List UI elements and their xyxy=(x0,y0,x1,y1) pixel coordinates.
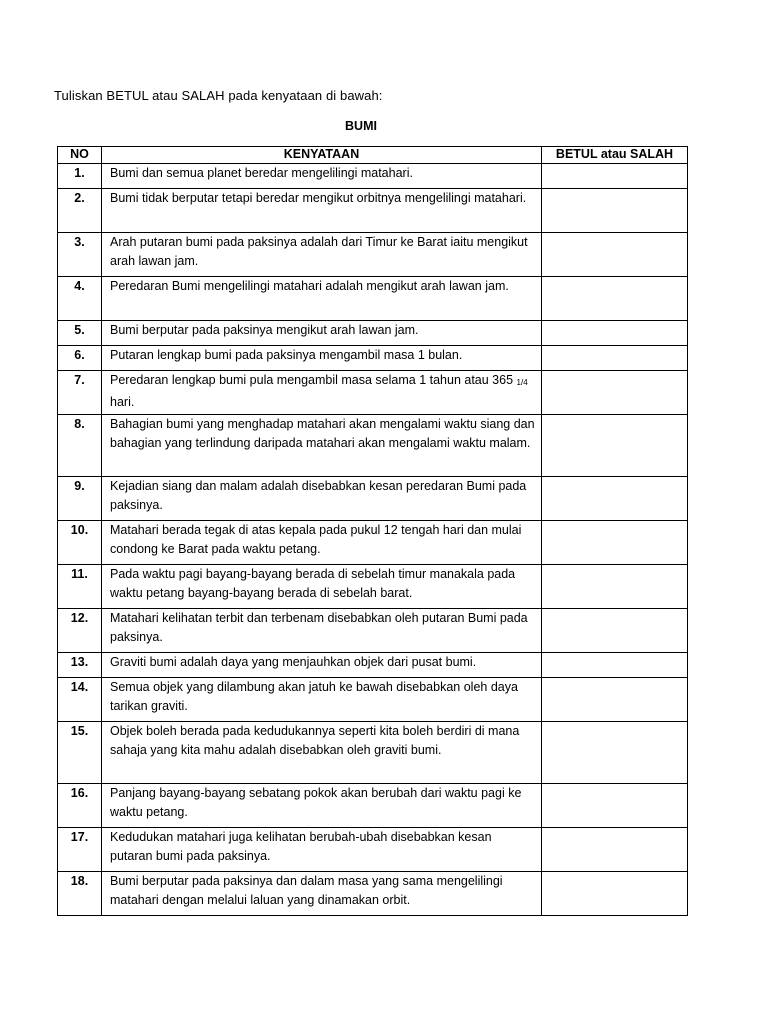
row-number: 18. xyxy=(58,872,102,916)
row-statement xyxy=(102,371,542,415)
answer-cell[interactable] xyxy=(542,565,688,609)
table-row xyxy=(58,371,688,415)
answer-cell[interactable] xyxy=(542,653,688,678)
header-answer: BETUL atau SALAH xyxy=(542,147,688,164)
row-number: 6. xyxy=(58,346,102,371)
row-number: 8. xyxy=(58,415,102,477)
row-statement: Arah putaran bumi pada paksinya adalah dari Timur ke Barat iaitu mengikut arah lawan jam. xyxy=(102,233,542,277)
statement-text: Peredaran lengkap bumi pula mengambil masa selama 1 tahun atau 365 xyxy=(110,373,517,387)
table-row xyxy=(58,609,688,653)
answer-cell[interactable] xyxy=(542,415,688,477)
statement-text-end: hari. xyxy=(110,394,135,409)
answer-cell[interactable] xyxy=(542,609,688,653)
row-statement: Matahari berada tegak di atas kepala pada pukul 12 tengah hari dan mulai condong ke Barat pada waktu petang. xyxy=(102,521,542,565)
table-row xyxy=(58,784,688,828)
fraction-quarter: 1/4 xyxy=(516,378,528,387)
row-number: 16. xyxy=(58,784,102,828)
answer-cell[interactable] xyxy=(542,189,688,233)
row-statement: Semua objek yang dilambung akan jatuh ke bawah disebabkan oleh daya tarikan graviti. xyxy=(102,678,542,722)
answer-cell[interactable] xyxy=(542,164,688,189)
answer-cell[interactable] xyxy=(542,722,688,784)
answer-cell[interactable] xyxy=(542,828,688,872)
instruction-text: Tuliskan BETUL atau SALAH pada kenyataan di bawah: xyxy=(54,88,383,103)
table-row xyxy=(58,415,688,477)
answer-cell[interactable] xyxy=(542,233,688,277)
table-row xyxy=(58,521,688,565)
statements-table xyxy=(57,146,688,916)
answer-cell[interactable] xyxy=(542,678,688,722)
row-statement: Bumi berputar pada paksinya dan dalam masa yang sama mengelilingi matahari dengan melalui laluan yang dinamakan orbit. xyxy=(102,872,542,916)
row-number: 3. xyxy=(58,233,102,277)
row-statement: Bumi tidak berputar tetapi beredar mengikut orbitnya mengelilingi matahari. xyxy=(102,189,542,233)
answer-cell[interactable] xyxy=(542,521,688,565)
row-statement: Pada waktu pagi bayang-bayang berada di sebelah timur manakala pada waktu petang bayang-bayang berada di sebelah barat. xyxy=(102,565,542,609)
row-statement: Kejadian siang dan malam adalah disebabkan kesan peredaran Bumi pada paksinya. xyxy=(102,477,542,521)
row-statement: Panjang bayang-bayang sebatang pokok akan berubah dari waktu pagi ke waktu petang. xyxy=(102,784,542,828)
table-row xyxy=(58,233,688,277)
table-row xyxy=(58,678,688,722)
table-header-row xyxy=(58,147,688,164)
header-statement: KENYATAAN xyxy=(102,147,542,164)
row-number: 14. xyxy=(58,678,102,722)
row-number: 4. xyxy=(58,277,102,321)
answer-cell[interactable] xyxy=(542,321,688,346)
table-row xyxy=(58,477,688,521)
row-number: 13. xyxy=(58,653,102,678)
answer-cell[interactable] xyxy=(542,277,688,321)
row-statement: Kedudukan matahari juga kelihatan berubah-ubah disebabkan kesan putaran bumi pada paksinya. xyxy=(102,828,542,872)
answer-cell[interactable] xyxy=(542,477,688,521)
row-statement: Objek boleh berada pada kedudukannya seperti kita boleh berdiri di mana sahaja yang kita mahu adalah disebabkan oleh graviti bumi. xyxy=(102,722,542,784)
row-number: 11. xyxy=(58,565,102,609)
table-row xyxy=(58,828,688,872)
row-number: 15. xyxy=(58,722,102,784)
table-row xyxy=(58,722,688,784)
answer-cell[interactable] xyxy=(542,784,688,828)
table-row xyxy=(58,872,688,916)
table-row xyxy=(58,346,688,371)
row-number: 5. xyxy=(58,321,102,346)
worksheet-title-text: BUMI xyxy=(345,119,377,133)
table-row xyxy=(58,189,688,233)
answer-cell[interactable] xyxy=(542,371,688,415)
row-statement: Matahari kelihatan terbit dan terbenam disebabkan oleh putaran Bumi pada paksinya. xyxy=(102,609,542,653)
row-number: 9. xyxy=(58,477,102,521)
row-number: 7. xyxy=(58,371,102,415)
row-statement: Graviti bumi adalah daya yang menjauhkan objek dari pusat bumi. xyxy=(102,653,542,678)
table-row xyxy=(58,653,688,678)
header-no: NO xyxy=(58,147,102,164)
table-row xyxy=(58,321,688,346)
row-statement: Bahagian bumi yang menghadap matahari akan mengalami waktu siang dan bahagian yang terlindung daripada matahari akan mengalami waktu malam. xyxy=(102,415,542,477)
table-row xyxy=(58,277,688,321)
row-number: 10. xyxy=(58,521,102,565)
answer-cell[interactable] xyxy=(542,346,688,371)
row-number: 1. xyxy=(58,164,102,189)
worksheet-title xyxy=(0,119,728,133)
table-row xyxy=(58,164,688,189)
row-statement: Bumi berputar pada paksinya mengikut arah lawan jam. xyxy=(102,321,542,346)
row-statement: Peredaran Bumi mengelilingi matahari adalah mengikut arah lawan jam. xyxy=(102,277,542,321)
table-row xyxy=(58,565,688,609)
row-number: 12. xyxy=(58,609,102,653)
answer-cell[interactable] xyxy=(542,872,688,916)
row-number: 17. xyxy=(58,828,102,872)
row-number: 2. xyxy=(58,189,102,233)
row-statement: Putaran lengkap bumi pada paksinya mengambil masa 1 bulan. xyxy=(102,346,542,371)
row-statement: Bumi dan semua planet beredar mengelilingi matahari. xyxy=(102,164,542,189)
